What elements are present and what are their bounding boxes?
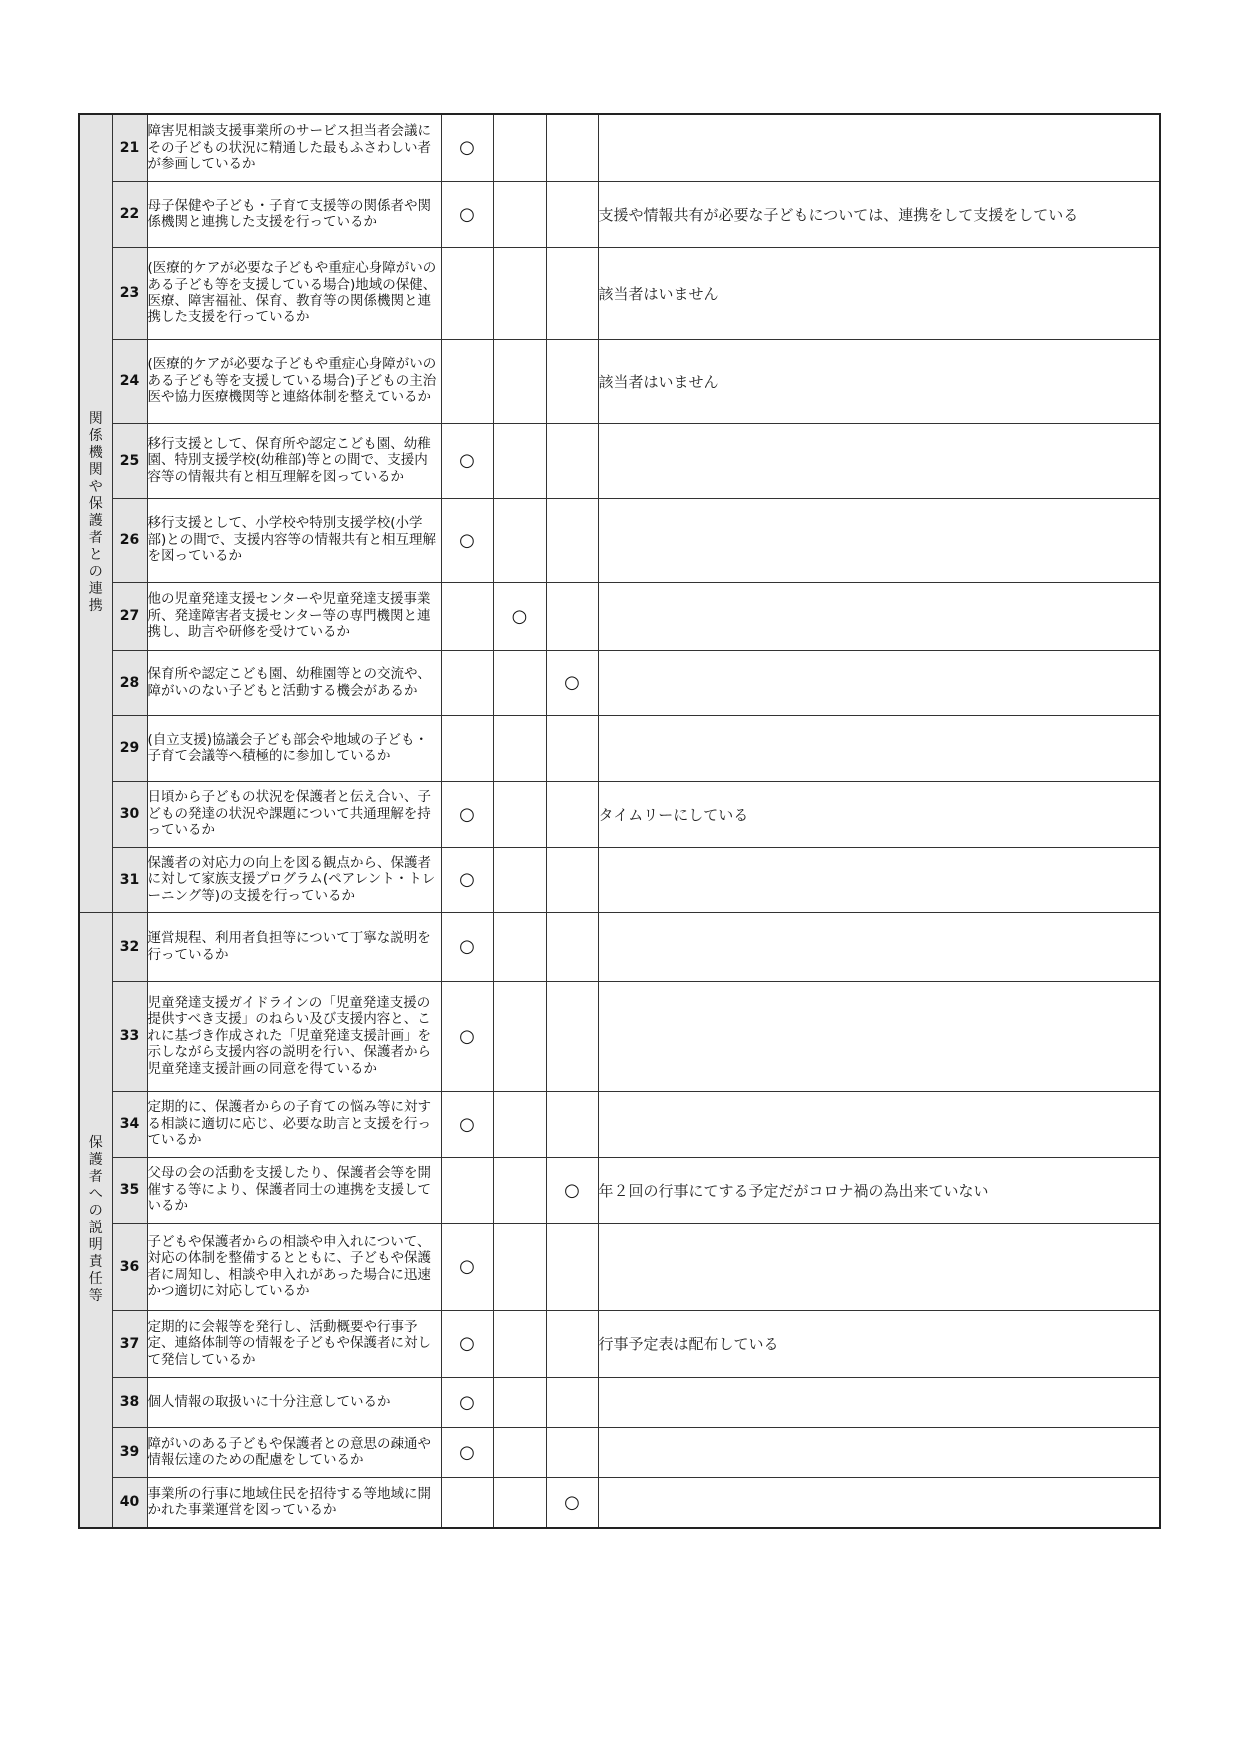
mark-yes: ○ <box>441 847 493 912</box>
table-row <box>79 650 1160 715</box>
mark-partial <box>493 423 546 498</box>
mark-yes: ○ <box>441 181 493 247</box>
question-text: 定期的に、保護者からの子育ての悩み等に対する相談に適切に応じ、必要な助言と支援を行っているか <box>147 1091 441 1157</box>
comment-text <box>598 1223 1160 1310</box>
comment-text <box>598 498 1160 582</box>
mark-partial <box>493 715 546 781</box>
question-text: 障害児相談支援事業所のサービス担当者会議にその子どもの状況に精通した最もふさわしい者が参画しているか <box>147 114 441 181</box>
question-text: 運営規程、利用者負担等について丁寧な説明を行っているか <box>147 912 441 981</box>
item-number: 32 <box>112 912 147 981</box>
mark-partial <box>493 181 546 247</box>
table-row <box>79 981 1160 1091</box>
item-number: 27 <box>112 582 147 650</box>
table-row <box>79 181 1160 247</box>
item-number: 39 <box>112 1427 147 1477</box>
comment-text <box>598 1377 1160 1427</box>
mark-yes: ○ <box>441 1427 493 1477</box>
item-number: 29 <box>112 715 147 781</box>
evaluation-table <box>78 113 1161 1529</box>
mark-partial <box>493 1310 546 1377</box>
question-text: 日頃から子どもの状況を保護者と伝え合い、子どもの発達の状況や課題について共通理解を持っているか <box>147 781 441 847</box>
mark-no <box>546 1223 598 1310</box>
item-number: 28 <box>112 650 147 715</box>
mark-yes: ○ <box>441 1091 493 1157</box>
question-text: (医療的ケアが必要な子どもや重症心身障がいのある子ども等を支援している場合)地域の保健、医療、障害福祉、保育、教育等の関係機関と連携した支援を行っているか <box>147 247 441 339</box>
mark-no <box>546 339 598 423</box>
table-row <box>79 912 1160 981</box>
question-text: 移行支援として、保育所や認定こども園、幼稚園、特別支援学校(幼稚部)等との間で、支援内容等の情報共有と相互理解を図っているか <box>147 423 441 498</box>
comment-text: 年２回の行事にてする予定だがコロナ禍の為出来ていない <box>598 1157 1160 1223</box>
mark-partial <box>493 247 546 339</box>
table-row <box>79 715 1160 781</box>
mark-no <box>546 1310 598 1377</box>
comment-text: タイムリーにしている <box>598 781 1160 847</box>
question-text: (医療的ケアが必要な子どもや重症心身障がいのある子ども等を支援している場合)子どもの主治医や協力医療機関等と連絡体制を整えているか <box>147 339 441 423</box>
comment-text: 該当者はいません <box>598 339 1160 423</box>
mark-yes: ○ <box>441 912 493 981</box>
mark-yes <box>441 1157 493 1223</box>
mark-no <box>546 847 598 912</box>
mark-no: ○ <box>546 1477 598 1528</box>
category-label: 保護者への説明責任等 <box>88 1134 103 1304</box>
mark-yes: ○ <box>441 1310 493 1377</box>
category-label: 関係機関や保護者との連携 <box>88 411 103 615</box>
mark-partial: ○ <box>493 582 546 650</box>
mark-no <box>546 781 598 847</box>
comment-text: 行事予定表は配布している <box>598 1310 1160 1377</box>
table-row <box>79 582 1160 650</box>
mark-no <box>546 423 598 498</box>
mark-partial <box>493 1377 546 1427</box>
mark-yes <box>441 247 493 339</box>
mark-partial <box>493 1091 546 1157</box>
comment-text: 支援や情報共有が必要な子どもについては、連携をして支援をしている <box>598 181 1160 247</box>
comment-text <box>598 1091 1160 1157</box>
mark-partial <box>493 1157 546 1223</box>
comment-text <box>598 715 1160 781</box>
comment-text <box>598 582 1160 650</box>
table-row <box>79 423 1160 498</box>
mark-no <box>546 1377 598 1427</box>
table-row <box>79 1157 1160 1223</box>
item-number: 21 <box>112 114 147 181</box>
question-text: 定期的に会報等を発行し、活動概要や行事予定、連絡体制等の情報を子どもや保護者に対して発信しているか <box>147 1310 441 1377</box>
mark-partial <box>493 981 546 1091</box>
comment-text <box>598 1477 1160 1528</box>
mark-yes: ○ <box>441 1223 493 1310</box>
mark-yes: ○ <box>441 423 493 498</box>
mark-yes: ○ <box>441 114 493 181</box>
mark-no: ○ <box>546 1157 598 1223</box>
mark-partial <box>493 781 546 847</box>
table-row <box>79 1091 1160 1157</box>
mark-no <box>546 498 598 582</box>
table-row <box>79 498 1160 582</box>
mark-partial <box>493 847 546 912</box>
question-text: 保護者の対応力の向上を図る観点から、保護者に対して家族支援プログラム(ペアレント・トレーニング等)の支援を行っているか <box>147 847 441 912</box>
mark-partial <box>493 912 546 981</box>
comment-text <box>598 114 1160 181</box>
comment-text <box>598 423 1160 498</box>
mark-no <box>546 1091 598 1157</box>
table-row <box>79 847 1160 912</box>
table-row <box>79 247 1160 339</box>
mark-partial <box>493 1477 546 1528</box>
comment-text <box>598 650 1160 715</box>
mark-partial <box>493 114 546 181</box>
mark-yes: ○ <box>441 1377 493 1427</box>
mark-no <box>546 912 598 981</box>
item-number: 36 <box>112 1223 147 1310</box>
table-row <box>79 1223 1160 1310</box>
item-number: 35 <box>112 1157 147 1223</box>
mark-yes: ○ <box>441 498 493 582</box>
mark-no <box>546 582 598 650</box>
comment-text <box>598 1427 1160 1477</box>
mark-yes: ○ <box>441 981 493 1091</box>
table-row <box>79 1427 1160 1477</box>
item-number: 40 <box>112 1477 147 1528</box>
item-number: 26 <box>112 498 147 582</box>
question-text: 障がいのある子どもや保護者との意思の疎通や情報伝達のための配慮をしているか <box>147 1427 441 1477</box>
question-text: (自立支援)協議会子ども部会や地域の子ども・子育て会議等へ積極的に参加しているか <box>147 715 441 781</box>
item-number: 34 <box>112 1091 147 1157</box>
mark-no <box>546 181 598 247</box>
item-number: 37 <box>112 1310 147 1377</box>
mark-no <box>546 981 598 1091</box>
mark-no <box>546 1427 598 1477</box>
table-row <box>79 1377 1160 1427</box>
mark-partial <box>493 650 546 715</box>
mark-no: ○ <box>546 650 598 715</box>
item-number: 31 <box>112 847 147 912</box>
table-row <box>79 339 1160 423</box>
item-number: 30 <box>112 781 147 847</box>
mark-no <box>546 247 598 339</box>
mark-partial <box>493 339 546 423</box>
table-row <box>79 1477 1160 1528</box>
question-text: 父母の会の活動を支援したり、保護者会等を開催する等により、保護者同士の連携を支援しているか <box>147 1157 441 1223</box>
item-number: 23 <box>112 247 147 339</box>
table-row <box>79 781 1160 847</box>
mark-yes <box>441 582 493 650</box>
category-cell <box>79 912 112 1528</box>
mark-yes <box>441 339 493 423</box>
question-text: 子どもや保護者からの相談や申入れについて、対応の体制を整備するとともに、子どもや保護者に周知し、相談や申入れがあった場合に迅速かつ適切に対応しているか <box>147 1223 441 1310</box>
mark-no <box>546 114 598 181</box>
comment-text <box>598 981 1160 1091</box>
mark-yes <box>441 715 493 781</box>
question-text: 事業所の行事に地域住民を招待する等地域に開かれた事業運営を図っているか <box>147 1477 441 1528</box>
item-number: 24 <box>112 339 147 423</box>
comment-text: 該当者はいません <box>598 247 1160 339</box>
item-number: 38 <box>112 1377 147 1427</box>
comment-text <box>598 912 1160 981</box>
table-row <box>79 1310 1160 1377</box>
question-text: 個人情報の取扱いに十分注意しているか <box>147 1377 441 1427</box>
mark-no <box>546 715 598 781</box>
item-number: 22 <box>112 181 147 247</box>
question-text: 移行支援として、小学校や特別支援学校(小学部)との間で、支援内容等の情報共有と相互理解を図っているか <box>147 498 441 582</box>
comment-text <box>598 847 1160 912</box>
item-number: 33 <box>112 981 147 1091</box>
question-text: 母子保健や子ども・子育て支援等の関係者や関係機関と連携した支援を行っているか <box>147 181 441 247</box>
item-number: 25 <box>112 423 147 498</box>
mark-partial <box>493 1427 546 1477</box>
mark-partial <box>493 1223 546 1310</box>
question-text: 他の児童発達支援センターや児童発達支援事業所、発達障害者支援センター等の専門機関と連携し、助言や研修を受けているか <box>147 582 441 650</box>
table-row <box>79 114 1160 181</box>
category-cell <box>79 114 112 912</box>
mark-partial <box>493 498 546 582</box>
mark-yes <box>441 1477 493 1528</box>
mark-yes <box>441 650 493 715</box>
mark-yes: ○ <box>441 781 493 847</box>
question-text: 保育所や認定こども園、幼稚園等との交流や、障がいのない子どもと活動する機会があるか <box>147 650 441 715</box>
question-text: 児童発達支援ガイドラインの「児童発達支援の提供すべき支援」のねらい及び支援内容と、これに基づき作成された「児童発達支援計画」を示しながら支援内容の説明を行い、保護者から児童発達支援計画の同意を得ているか <box>147 981 441 1091</box>
